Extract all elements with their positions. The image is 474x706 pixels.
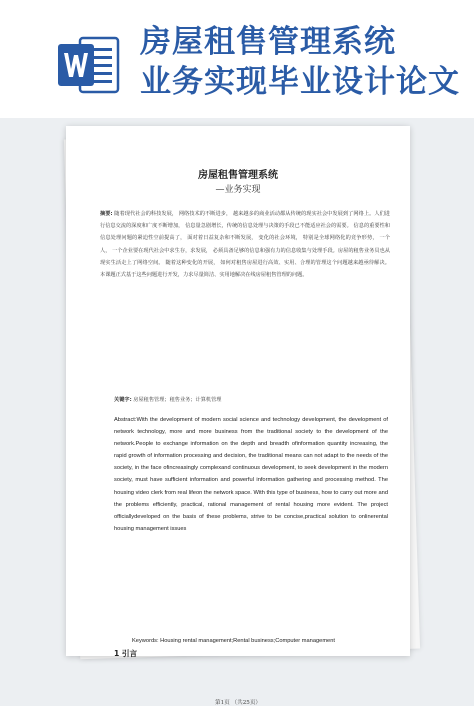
page-subtitle: —业务实现 [215, 185, 261, 195]
abstract-english: Abstract:With the development of modern social science and technology development, the development of network technology, more and more business from the traditional society to the development of the network.People to exchange information on the depth and breadth ofinformation quantity increasing, the rapid growth of information processing and decision, the traditional means can not adapt to the needs of the society, in the face ofincreasingly complexand continuous development, to seek development in the modern society, must have sufficient information and powerful information gathering and processing method. The housing video clerk from real lifeon the network space. With this type of business, how to carry out more and the problems efficiently, practical, rational management of rental housing more evident. The project officiallydeveloped on the basis of these problems, strive to be concise,practical solution to onlinerental housing management issues [114, 417, 388, 532]
page-title: 房屋租售管理系统 [198, 170, 278, 181]
abstract-chinese-text: 随着现代社会的科技发展， 网络技术的不断进步， 越来越多的商业活动都从传统的现实社会中发展到了网络上。人们进行信息交流的深度和广度不断增加， 信息量急剧增长，传统的信息处理与决策的手段已不能适应社会的需要。 信息的重要性和信息处理问题的紧迫性空前提高了， 面对着日益复杂和不断发展， 变化的社会环境， 特别是全球网络化的竞争形势， 一个人， 一个企业要在现代社会中求生存，求发展， 必须具备足够的信息和强有力的信息收集与处理手段。房屋的租售业务员也从现实生活走上了网络空间。 随着这种变化的开展， 如何对租售房屋进行高效、实用、合理的管理这个问题越来越亟待解决。 本课题正式基于这些问题进行开发，力求尽量简洁、实用地解决在线房屋租售管理的问题。 [100, 211, 390, 279]
keywords-english: Keywords: Housing rental management;Rental business;Computer management [132, 638, 335, 644]
document-title-line2: 业务实现毕业设计论文 [140, 64, 460, 100]
abstract-chinese [100, 208, 390, 281]
keywords-chinese [114, 396, 222, 403]
word-document-icon [58, 36, 120, 94]
document-title-line1: 房屋租售管理系统 [140, 24, 396, 60]
keywords-chinese-text: 房屋租售管理；租售业务；计算机管理 [133, 397, 222, 403]
page-number-footer: 第1页 （共25页） [214, 700, 262, 706]
section-heading-introduction: 1 引言 [114, 649, 138, 658]
document-title [140, 22, 460, 102]
abstract-chinese-label: 摘要: [100, 211, 113, 217]
document-page [66, 126, 410, 706]
header-banner [0, 0, 474, 118]
keywords-chinese-label: 关键字: [114, 397, 132, 403]
